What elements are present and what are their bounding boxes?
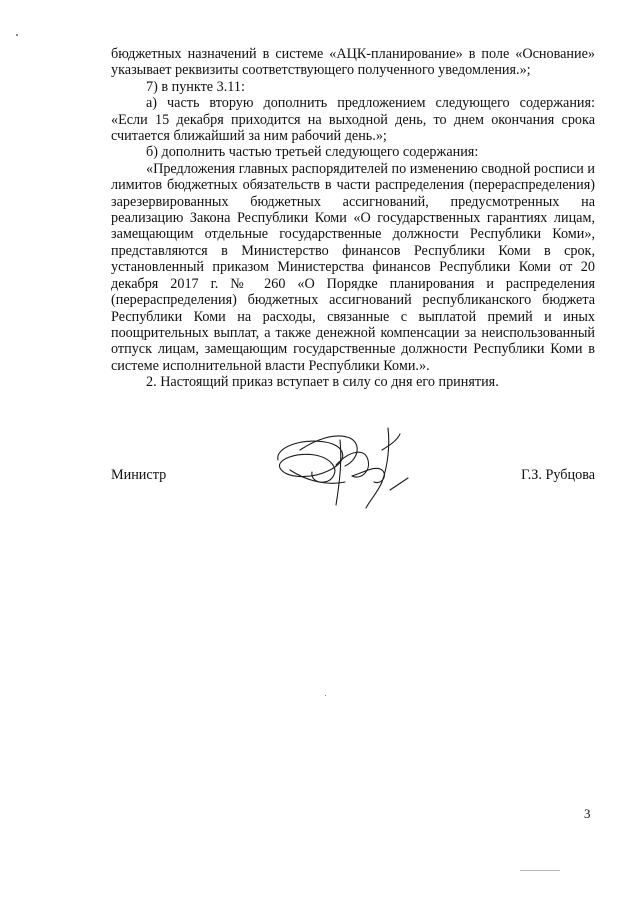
paragraph-quoted-text: «Предложения главных распорядителей по изменению сводной росписи и лимитов бюджетных обязательств в части распределения (перераспределения) зарезервированных бюджетных ассигнований, предусмотренных на реализацию Закона Республики Коми «О государственных гарантиях лицам, замещающим отдельные государственные должности Республики Коми», представляются в Министерство финансов Республики Коми в срок, установленный приказом Министерства финансов Республики Коми от 20 декабря 2017 г. № 260 «О Порядке планирования и распределения (перераспределения) бюджетных ассигнований республиканского бюджета Республики Коми на расходы, связанные с выплатой премий и иных поощрительных выплат, а также денежной компенсации за неиспользованный отпуск лицам, замещающим государственные должности Республики Коми в системе исполнительной власти Республики Коми.». <box>111 160 595 374</box>
paragraph-subitem-b: б) дополнить частью третьей следующего содержания: <box>146 144 479 161</box>
paragraph-continuation: бюджетных назначений в системе «АЦК-планирование» в поле «Основание» указывает реквизиты соответствующего полученного уведомления.»; <box>111 46 595 79</box>
position-title: Министр <box>111 467 167 483</box>
paragraph-effective-clause: 2. Настоящий приказ вступает в силу со дня его принятия. <box>146 374 499 391</box>
document-body <box>111 46 595 391</box>
scan-speck <box>520 870 560 871</box>
scan-speck <box>16 34 18 36</box>
page-number: 3 <box>584 806 591 821</box>
paragraph-subitem-a: а) часть вторую дополнить предложением следующего содержания: «Если 15 декабря приходится на выходной день, то днем окончания срока считается ближайший за ним рабочий день.»; <box>111 95 595 145</box>
paragraph-item-7: 7) в пункте 3.11: <box>146 78 245 95</box>
signer-name: Г.З. Рубцова <box>521 467 595 483</box>
scan-speck <box>325 695 326 696</box>
handwritten-signature <box>270 420 420 515</box>
